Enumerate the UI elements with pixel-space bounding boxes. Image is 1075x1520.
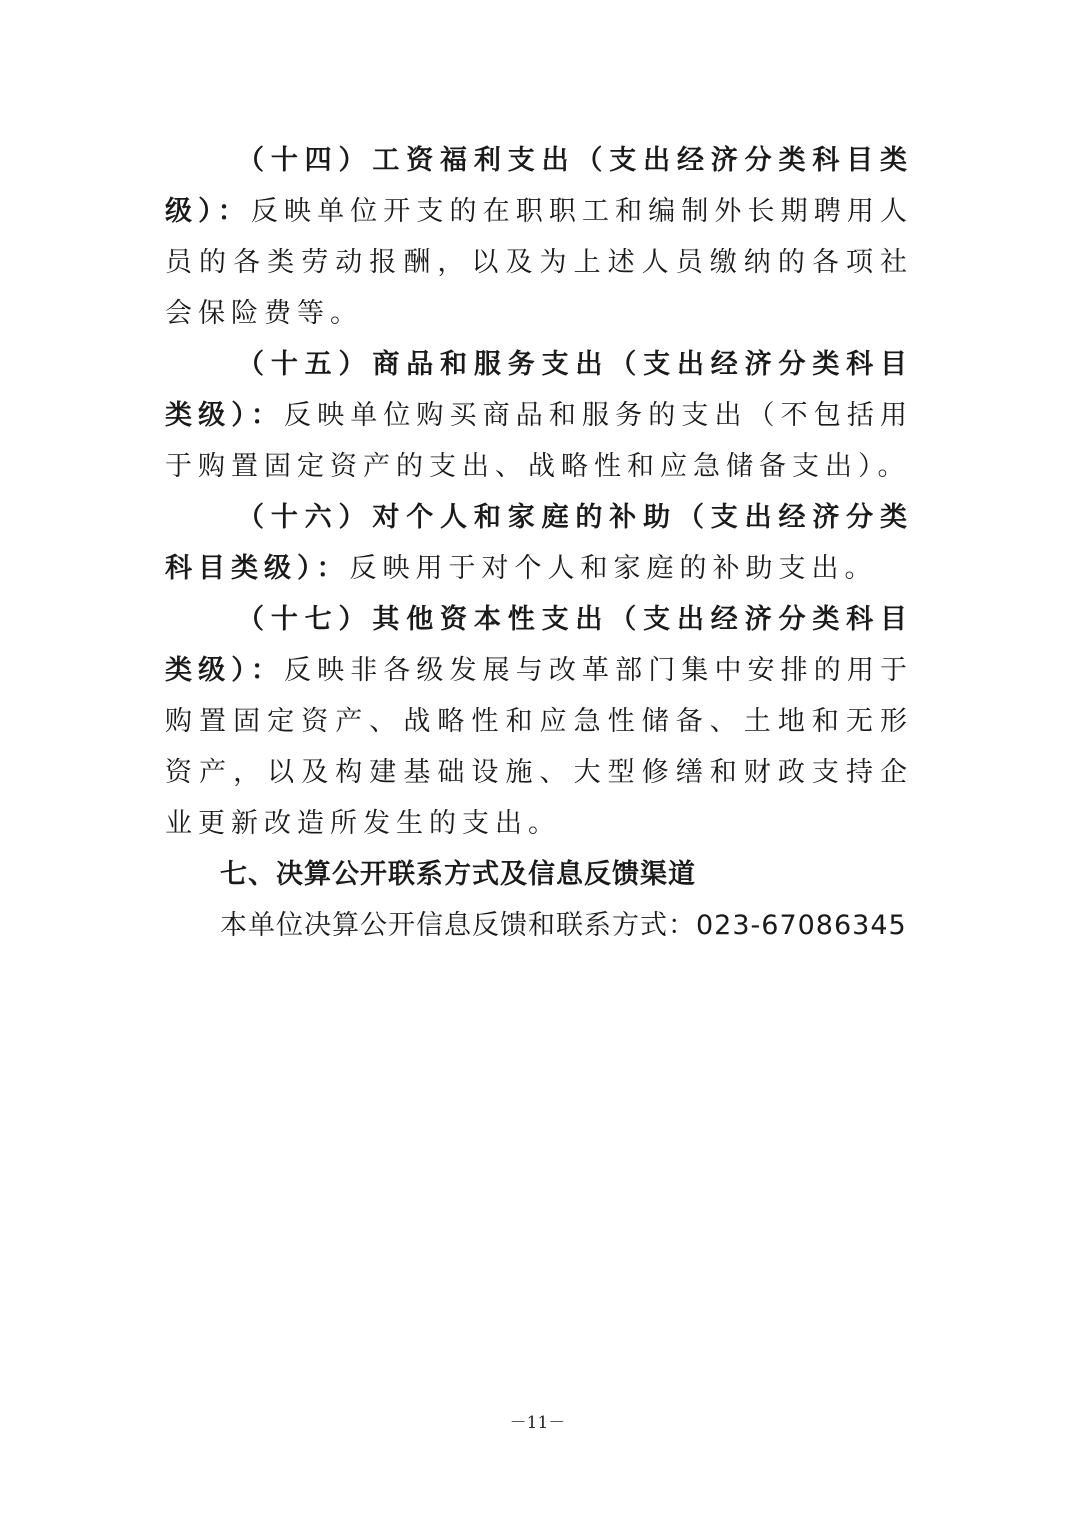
paragraph-other-capital (165, 594, 913, 849)
contact-line (165, 900, 913, 951)
paragraph-heading: （十五）商品和服务支出（支出经济分类科目类级）： (165, 349, 913, 431)
paragraph-household-subsidy (165, 492, 913, 594)
paragraph-body: 反映用于对个人和家庭的补助支出。 (349, 553, 878, 584)
paragraph-body: 反映单位开支的在职职工和编制外长期聘用人员的各类劳动报酬，以及为上述人员缴纳的各项社会保险费等。 (165, 196, 914, 329)
paragraph-heading: （十七）其他资本性支出（支出经济分类科目类级）： (165, 604, 913, 686)
paragraph-body: 反映单位购买商品和服务的支出（不包括用于购置固定资产的支出、战略性和应急储备支出）。 (165, 400, 914, 482)
paragraph-wage-welfare (165, 135, 913, 339)
document-body (165, 135, 913, 951)
paragraph-heading: （十六）对个人和家庭的补助（支出经济分类科目类级）： (165, 502, 913, 584)
contact-phone: 023-67086345 (696, 910, 907, 941)
contact-label: 本单位决算公开信息反馈和联系方式： (220, 910, 696, 941)
page-number: －11－ (509, 1413, 566, 1433)
paragraph-goods-services (165, 339, 913, 492)
paragraph-heading: （十四）工资福利支出（支出经济分类科目类级）： (165, 145, 913, 227)
paragraph-body: 反映非各级发展与改革部门集中安排的用于购置固定资产、战略性和应急性储备、土地和无形资产，以及构建基础设施、大型修缮和财政支持企业更新改造所发生的支出。 (165, 655, 914, 839)
section-title: 七、决算公开联系方式及信息反馈渠道 (220, 859, 696, 890)
